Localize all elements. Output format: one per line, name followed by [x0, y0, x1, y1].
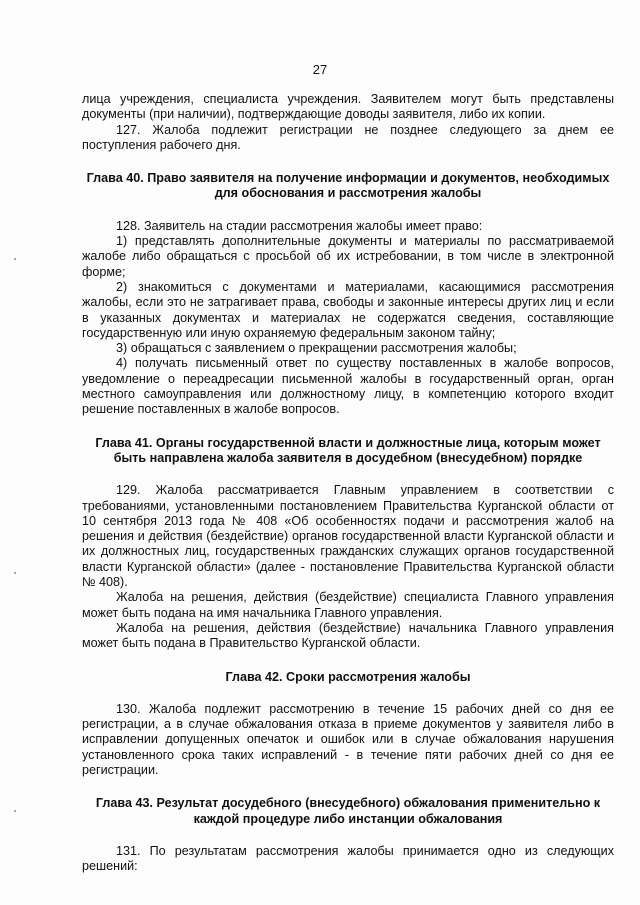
paragraph: лица учреждения, специалиста учреждения. Заявителем могут быть представлены документы (при наличии), подтверждающие доводы заявителя, либо их копии. [82, 92, 614, 122]
scan-artifact [14, 258, 16, 260]
heading-chapter-40: Глава 40. Право заявителя на получение информации и документов, необходимых для обоснования и рассмотрения жалобы [86, 171, 610, 201]
scan-artifact [14, 572, 16, 574]
list-item-3: 3) обращаться с заявлением о прекращении рассмотрения жалобы; [116, 341, 517, 356]
paragraph: Жалоба на решения, действия (бездействие) начальника Главного управления может быть подана в Правительство Курганской области. [82, 620, 614, 651]
document-body [82, 92, 614, 874]
list-item-4: 4) получать письменный ответ по существу поставленных в жалобе вопросов, уведомление о переадресации письменной жалобы в государственный орган, орган местного самоуправления или должностному лицу, в компетенцию которого входит решение поставленных в жалобе вопросов. [82, 356, 614, 417]
scan-artifact [14, 810, 16, 812]
heading-chapter-41: Глава 41. Органы государственной власти и должностные лица, которым может быть направлена жалоба заявителя в досудебном (внесудебном) порядке [95, 435, 601, 465]
paragraph: Жалоба на решения, действия (бездействие) специалиста Главного управления может быть подана на имя начальника Главного управления. [82, 590, 614, 620]
paragraph-127: 127. Жалоба подлежит регистрации не позднее следующего за днем ее поступления рабочего дня. [82, 122, 614, 152]
paragraph-129: 129. Жалоба рассматривается Главным управлением в соответствии с требованиями, установленными постановлением Правительства Курганской области от 10 сентября 2013 года № 408 «Об особенностях подачи и рассмотрения жалоб на решения и действия (бездействие) органов государственной власти Курганской области и их должностных лиц, государственных гражданских служащих органов государственной власти Курганской области» (далее - постановление Правительства Курганской области № 408). [82, 483, 614, 590]
list-item-2: 2) знакомиться с документами и материалами, касающимися рассмотрения жалобы, если это не затрагивает права, свободы и законные интересы других лиц и если в указанных документах и материалах не содержатся сведения, составляющие государственную или иную охраняемую федеральным законом тайну; [82, 279, 614, 340]
paragraph-131: 131. По результатам рассмотрения жалобы принимается одно из следующих решений: [82, 843, 614, 874]
page-number: 27 [312, 62, 328, 77]
paragraph-130: 130. Жалоба подлежит рассмотрению в течение 15 рабочих дней со дня ее регистрации, а в случае обжалования отказа в приеме документов у заявителя либо в исправлении допущенных опечаток и ошибок или в случае обжалования нарушения установленного срока таких исправлений - в течение пяти рабочих дней со дня ее регистрации. [82, 701, 614, 777]
list-item-1: 1) представлять дополнительные документы и материалы по рассматриваемой жалобе либо обращаться с просьбой об их истребовании, в том числе в электронной форме; [82, 234, 614, 279]
heading-chapter-43: Глава 43. Результат досудебного (внесудебного) обжалования применительно к каждой процедуре либо инстанции обжалования [95, 796, 601, 826]
heading-chapter-42: Глава 42. Сроки рассмотрения жалобы [225, 669, 471, 684]
paragraph-128: 128. Заявитель на стадии рассмотрения жалобы имеет право: [116, 218, 483, 233]
